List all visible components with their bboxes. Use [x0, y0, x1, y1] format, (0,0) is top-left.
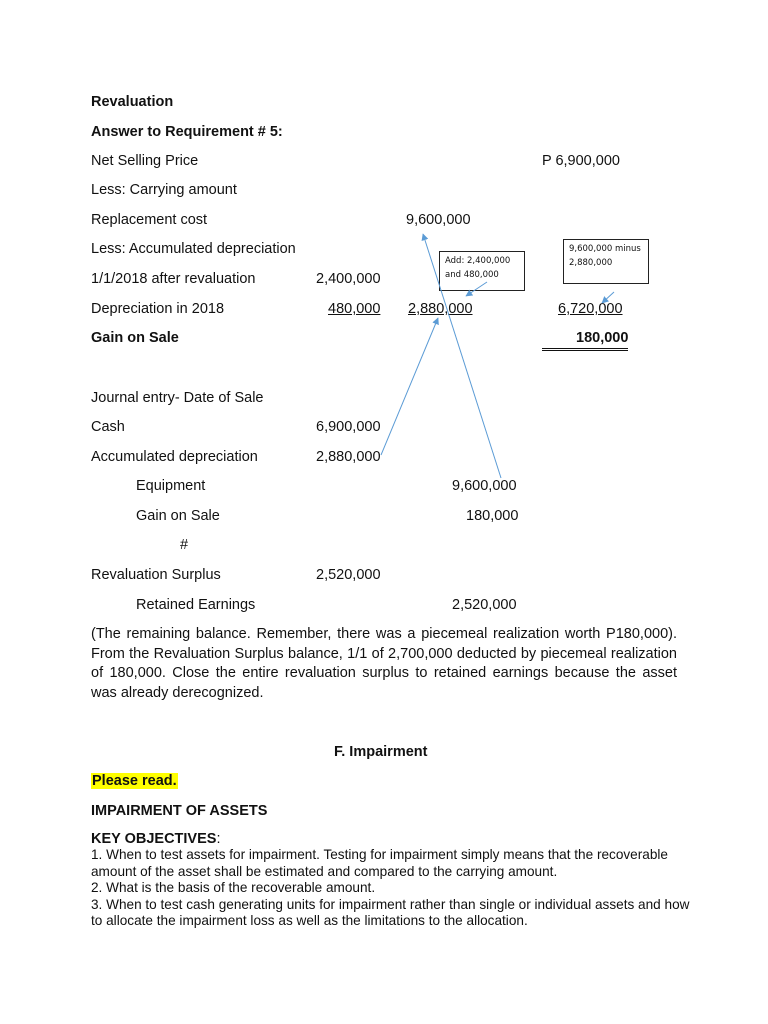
journal-title: Journal entry- Date of Sale	[91, 390, 264, 406]
arrow-to-subtotal	[381, 318, 438, 455]
je-accdep-account: Accumulated depreciation	[91, 449, 258, 465]
je-cash-account: Cash	[91, 419, 125, 435]
net-selling-price-amount: P 6,900,000	[542, 153, 620, 169]
acc-dep-subtotal: 2,880,000	[408, 301, 473, 317]
arrow-to-replacement-cost	[423, 234, 501, 478]
requirement-title: Answer to Requirement # 5:	[91, 124, 283, 140]
dep-2018-amount: 480,000	[328, 301, 381, 317]
impairment-subtitle: IMPAIRMENT OF ASSETS	[91, 803, 268, 819]
je-equipment-account: Equipment	[136, 478, 206, 494]
less-carrying-label: Less: Carrying amount	[91, 182, 237, 198]
objective-item: 3. When to test cash generating units for impairment rather than single or individual assets and how to allocate the impairment loss as well as the limitations to the allocation.	[91, 896, 690, 928]
minus-note-line1: 9,600,000 minus	[569, 244, 641, 254]
key-objectives-heading	[91, 830, 220, 848]
arrow-note-to-carrying	[602, 292, 614, 303]
add-note-line1: Add: 2,400,000	[445, 256, 511, 266]
je-gain-credit: 180,000	[466, 508, 519, 524]
objective-item: 2. What is the basis of the recoverable amount.	[91, 880, 376, 895]
je-cash-debit: 6,900,000	[316, 419, 381, 435]
after-revaluation-amount: 2,400,000	[316, 271, 381, 287]
impairment-section-title: F. Impairment	[334, 744, 428, 760]
gain-on-sale-amount: 180,000	[542, 329, 628, 351]
please-read-note	[91, 772, 178, 790]
less-acc-dep-label: Less: Accumulated depreciation	[91, 241, 296, 257]
objectives-list	[91, 847, 691, 930]
je-retained-credit: 2,520,000	[452, 597, 517, 613]
carrying-amount: 6,720,000	[558, 301, 623, 317]
je-equipment-credit: 9,600,000	[452, 478, 517, 494]
je-surplus-account: Revaluation Surplus	[91, 567, 221, 583]
je-separator: #	[180, 537, 189, 553]
je-gain-account: Gain on Sale	[136, 508, 220, 524]
arrow-note-to-subtotal	[466, 282, 487, 296]
net-selling-price-label: Net Selling Price	[91, 153, 199, 169]
je-accdep-debit: 2,880,000	[316, 449, 381, 465]
page-heading: Revaluation	[91, 94, 174, 110]
gain-on-sale-label: Gain on Sale	[91, 330, 179, 346]
minus-note-line2: 2,880,000	[569, 258, 613, 268]
key-objectives-label: KEY OBJECTIVES	[91, 831, 217, 847]
je-retained-account: Retained Earnings	[136, 597, 256, 613]
journal-explanation: (The remaining balance. Remember, there was a piecemeal realization worth P180,000). From the Revaluation Surplus balance, 1/1 of 2,700,000 deducted by piecemeal realization of 180,000. Close the entire revaluation surplus to retained earnings because the asset was already derecognized.	[91, 626, 677, 701]
after-revaluation-label: 1/1/2018 after revaluation	[91, 271, 256, 287]
please-read-highlight: Please read.	[92, 773, 177, 789]
replacement-cost-amount: 9,600,000	[406, 212, 471, 228]
objective-item: 1. When to test assets for impairment. Testing for impairment simply means that the recoverable amount of the asset shall be estimated and compared to the carrying amount.	[91, 847, 668, 879]
je-surplus-debit: 2,520,000	[316, 567, 381, 583]
dep-2018-label: Depreciation in 2018	[91, 301, 225, 317]
replacement-cost-label: Replacement cost	[91, 212, 208, 228]
add-note-line2: and 480,000	[445, 270, 499, 280]
key-objectives-colon: :	[216, 831, 221, 847]
